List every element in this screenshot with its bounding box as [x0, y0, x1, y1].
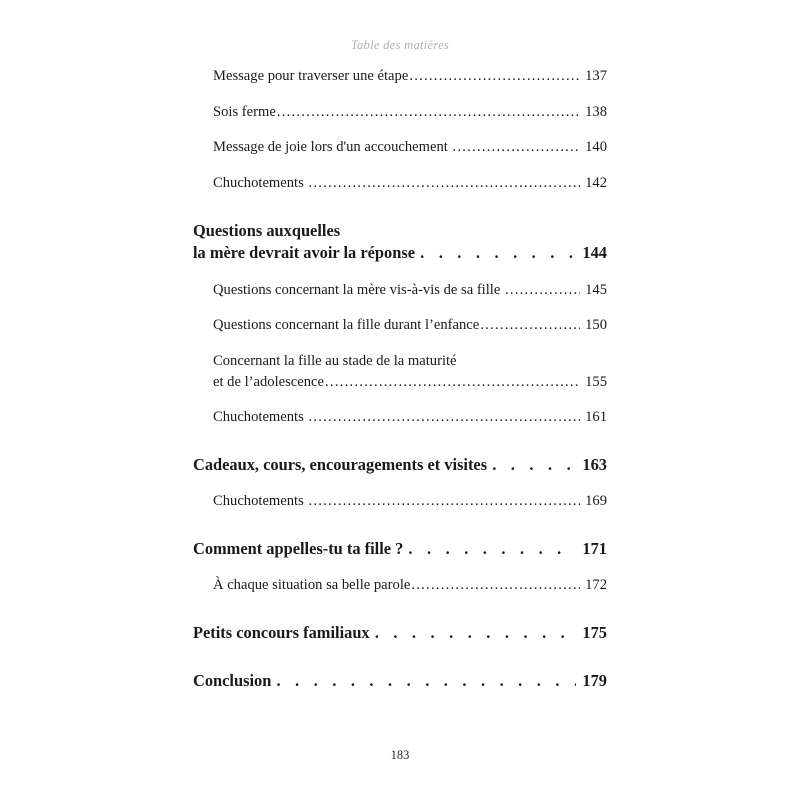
toc-page-number: 171 [582, 539, 607, 559]
toc-entry-row [213, 575, 607, 596]
toc-entry-row [193, 538, 607, 560]
toc-dot-leader [411, 575, 580, 596]
running-head: Table des matières [350, 38, 450, 52]
toc-entry-title: Cadeaux, cours, encouragements et visites [193, 455, 492, 475]
toc-entry-row [193, 242, 607, 264]
toc-sub-entry[interactable] [213, 575, 607, 596]
toc-dot-leader [480, 315, 580, 336]
toc-dot-leader [277, 102, 580, 123]
toc-page-number: 140 [585, 139, 607, 156]
toc-sub-entry[interactable] [213, 102, 607, 123]
toc-page-number: 137 [585, 68, 607, 84]
toc-entry-line: Questions auxquelles [193, 220, 341, 240]
toc-entry-row [213, 491, 607, 512]
toc-sub-entry[interactable] [213, 491, 607, 512]
toc-entry-row [213, 372, 607, 393]
toc-chapter-entry[interactable] [193, 220, 607, 265]
toc-dot-leader [375, 622, 576, 644]
toc-chapter-entry[interactable] [193, 538, 607, 560]
toc-page-number: 175 [582, 623, 607, 643]
toc-dot-leader [420, 242, 576, 264]
toc-entry-title: et de l’adolescence [213, 373, 325, 390]
toc-entry-row [213, 280, 607, 301]
toc-sub-entry[interactable] [213, 173, 607, 194]
toc-entry-title: Questions concernant la fille durant l’enfance [213, 317, 480, 334]
toc-entry-title: Chuchotements [213, 409, 308, 426]
toc-page-number: 144 [582, 243, 607, 263]
page-folio: 183 [390, 748, 410, 762]
toc-dot-leader [308, 491, 580, 512]
table-of-contents-list [193, 66, 607, 693]
toc-entry-row [213, 102, 607, 123]
toc-chapter-entry[interactable] [193, 670, 607, 692]
toc-dot-leader [408, 538, 576, 560]
toc-entry-title: Chuchotements [213, 493, 308, 510]
toc-dot-leader [492, 454, 576, 476]
toc-dot-leader [325, 372, 580, 393]
toc-page-number: 179 [582, 671, 607, 691]
toc-dot-leader [308, 173, 580, 194]
toc-entry-title: Message pour traverser une étape [213, 68, 409, 84]
toc-page-number: 142 [585, 175, 607, 192]
toc-sub-entry[interactable] [213, 351, 607, 392]
toc-page-number: 161 [585, 409, 607, 426]
toc-page-number: 145 [585, 281, 607, 298]
toc-entry-title: Questions concernant la mère vis-à-vis de sa fille [213, 281, 504, 298]
toc-chapter-entry[interactable] [193, 622, 607, 644]
toc-entry-title: À chaque situation sa belle parole [213, 577, 411, 594]
toc-entry-row [193, 622, 607, 644]
toc-page-number: 169 [585, 493, 607, 510]
toc-sub-entry[interactable] [213, 407, 607, 428]
toc-entry-row [213, 137, 607, 158]
toc-entry-row [213, 66, 607, 87]
toc-entry-title: Sois ferme [213, 103, 276, 120]
toc-dot-leader [452, 137, 580, 158]
toc-dot-leader [409, 66, 580, 87]
toc-entry-title: Chuchotements [213, 175, 308, 192]
toc-entry-row [213, 315, 607, 336]
toc-entry-row [213, 173, 607, 194]
toc-entry-title: Conclusion [193, 671, 276, 691]
toc-sub-entry[interactable] [213, 66, 607, 87]
toc-page-number: 172 [585, 577, 607, 594]
toc-chapter-entry[interactable] [193, 454, 607, 476]
toc-sub-entry[interactable] [213, 280, 607, 301]
toc-entry-title: Comment appelles-tu ta fille ? [193, 539, 408, 559]
toc-entry-title: Message de joie lors d'un accouchement [213, 139, 452, 156]
toc-entry-row [213, 407, 607, 428]
toc-entry-row [193, 670, 607, 692]
toc-sub-entry[interactable] [213, 137, 607, 158]
toc-page-number: 138 [585, 103, 607, 120]
toc-entry-line: Concernant la fille au stade de la maturité [213, 352, 457, 369]
toc-entry-title: la mère devrait avoir la réponse [193, 243, 420, 263]
toc-page-number: 163 [582, 455, 607, 475]
toc-dot-leader [308, 407, 580, 428]
toc-entry-title: Petits concours familiaux [193, 623, 374, 643]
toc-page-number: 150 [585, 317, 607, 334]
toc-sub-entry[interactable] [213, 315, 607, 336]
toc-dot-leader [505, 280, 580, 301]
toc-page-number: 155 [585, 373, 607, 390]
toc-entry-row [193, 454, 607, 476]
toc-dot-leader [276, 670, 576, 692]
